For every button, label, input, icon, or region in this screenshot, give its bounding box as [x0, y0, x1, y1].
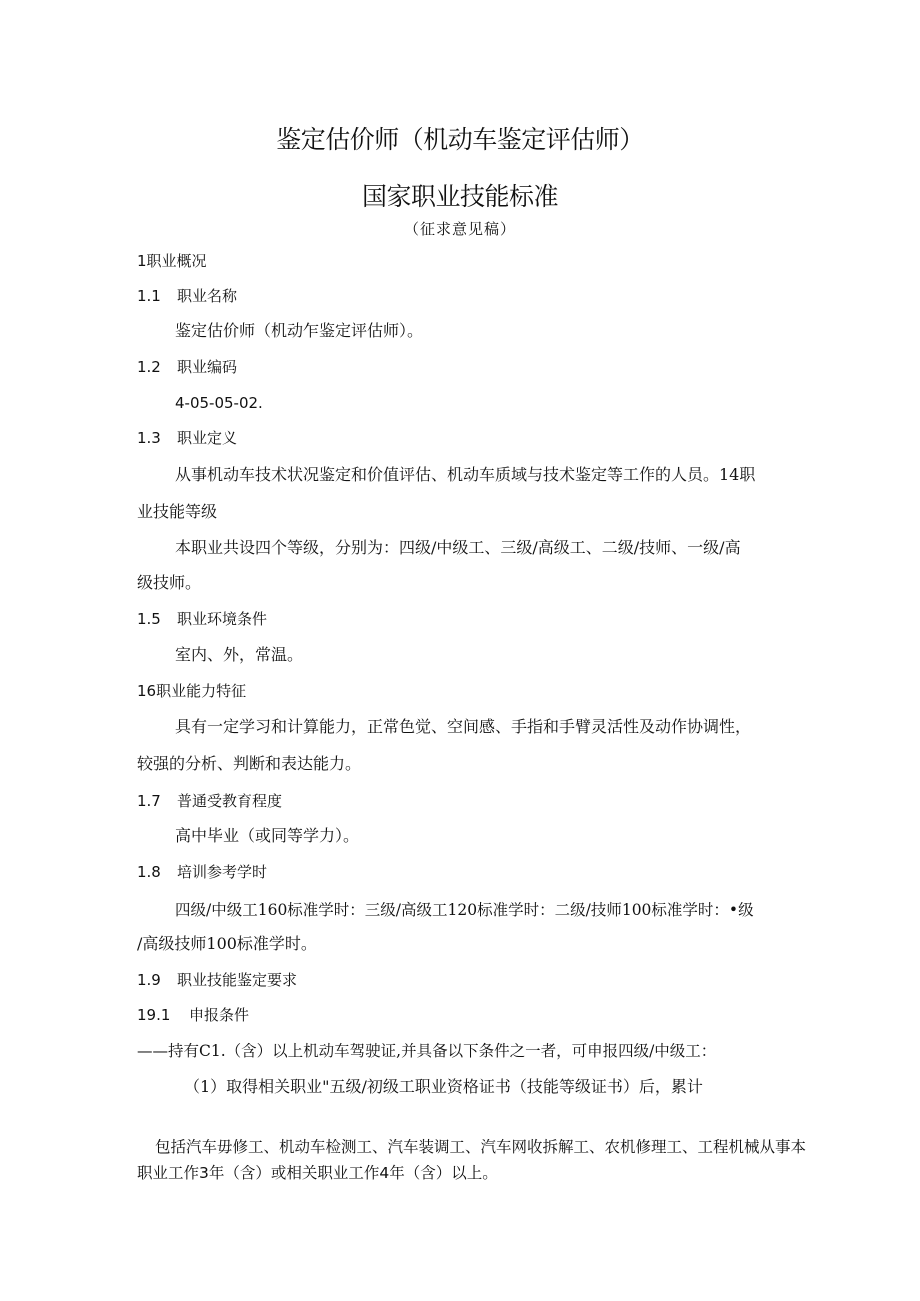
section-1-9-heading — [137, 970, 297, 990]
section-label: 申报条件 — [189, 1006, 250, 1024]
section-1-4-body-line1: 本职业共设四个等级，分别为：四级/中级工、三级/高级工、二级/技师、一级/高 — [175, 538, 741, 557]
section-label: 职业编码 — [177, 358, 238, 376]
section-label: 普通受教育程度 — [177, 792, 283, 810]
section-number: 1.8 — [137, 863, 161, 881]
draft-note: （征求意见稿） — [403, 220, 516, 238]
section-1-3-body-line2: 业技能等级 — [137, 502, 218, 521]
section-number: 1.1 — [137, 287, 161, 305]
section-label: 职业名称 — [177, 287, 238, 305]
section-label: 职业定义 — [177, 429, 238, 447]
section-number: 1.3 — [137, 429, 161, 447]
section-label: 职业环境条件 — [177, 610, 268, 628]
section-number: 1.2 — [137, 358, 161, 376]
section-label: 培训参考学时 — [177, 863, 268, 881]
section-number: 1.5 — [137, 610, 161, 628]
section-number: 1.9 — [137, 971, 161, 989]
section-1-5-heading — [137, 609, 267, 629]
section-1-8-body-line2: /高级技师100标准学时。 — [137, 934, 317, 953]
section-1-8-body-line1: 四级/中级工160标准学时：三级/高级工120标准学时：二级/技师100标准学时：•级 — [175, 901, 754, 919]
section-label: 职业技能鉴定要求 — [177, 971, 298, 989]
section-1-7-heading — [137, 791, 282, 811]
section-1-6-body-line1: 具有一定学习和计算能力，正常色觉、空间感、手指和手臂灵活性及动作协调性， — [175, 717, 752, 736]
section-1-heading: 1职业概况 — [137, 252, 207, 270]
section-1-2-body: 4-05-05-02. — [175, 394, 263, 412]
footnote-line2: 职业工作3年（含）或相关职业工作4年（含）以上。 — [137, 1164, 498, 1182]
section-1-9-1-item1: （1）取得相关职业"五级/初级工职业资格证书（技能等级证书）后，累计 — [184, 1077, 703, 1096]
section-1-4-body-line2: 级技师。 — [137, 573, 202, 592]
footnote-line1: 包括汽车毋修工、机动车检测工、汽车装调工、汽车网收拆解工、农机修理工、工程机械从事本 — [155, 1138, 807, 1156]
section-1-8-heading — [137, 862, 267, 882]
section-1-9-1-heading — [137, 1005, 249, 1025]
section-number: 19.1 — [137, 1006, 171, 1024]
section-1-3-body-line1: 从事机动车技术状况鉴定和价值评估、机动车质域与技术鉴定等工作的人员。14职 — [175, 465, 756, 484]
document-title-sub: 国家职业技能标准 — [361, 182, 558, 211]
section-1-1-body: 鉴定估价师（机动乍鉴定评估师）。 — [175, 321, 424, 340]
section-1-3-heading — [137, 428, 237, 448]
section-1-2-heading — [137, 357, 237, 377]
document-title: 鉴定估价师（机动车鉴定评估师） — [276, 125, 644, 154]
section-1-6-body-line2: 较强的分析、判断和表达能力。 — [137, 754, 362, 773]
section-1-9-1-line1: ——持有C1.（含）以上机动车驾驶证,并具备以下条件之一者，可申报四级/中级工： — [137, 1042, 717, 1060]
section-1-1-heading — [137, 286, 237, 306]
section-number: 1.7 — [137, 792, 161, 810]
section-1-6-heading: 16职业能力特征 — [137, 682, 247, 700]
section-1-5-body: 室内、外，常温。 — [175, 645, 304, 664]
section-1-7-body: 高中毕业（或同等学力）。 — [175, 826, 360, 845]
